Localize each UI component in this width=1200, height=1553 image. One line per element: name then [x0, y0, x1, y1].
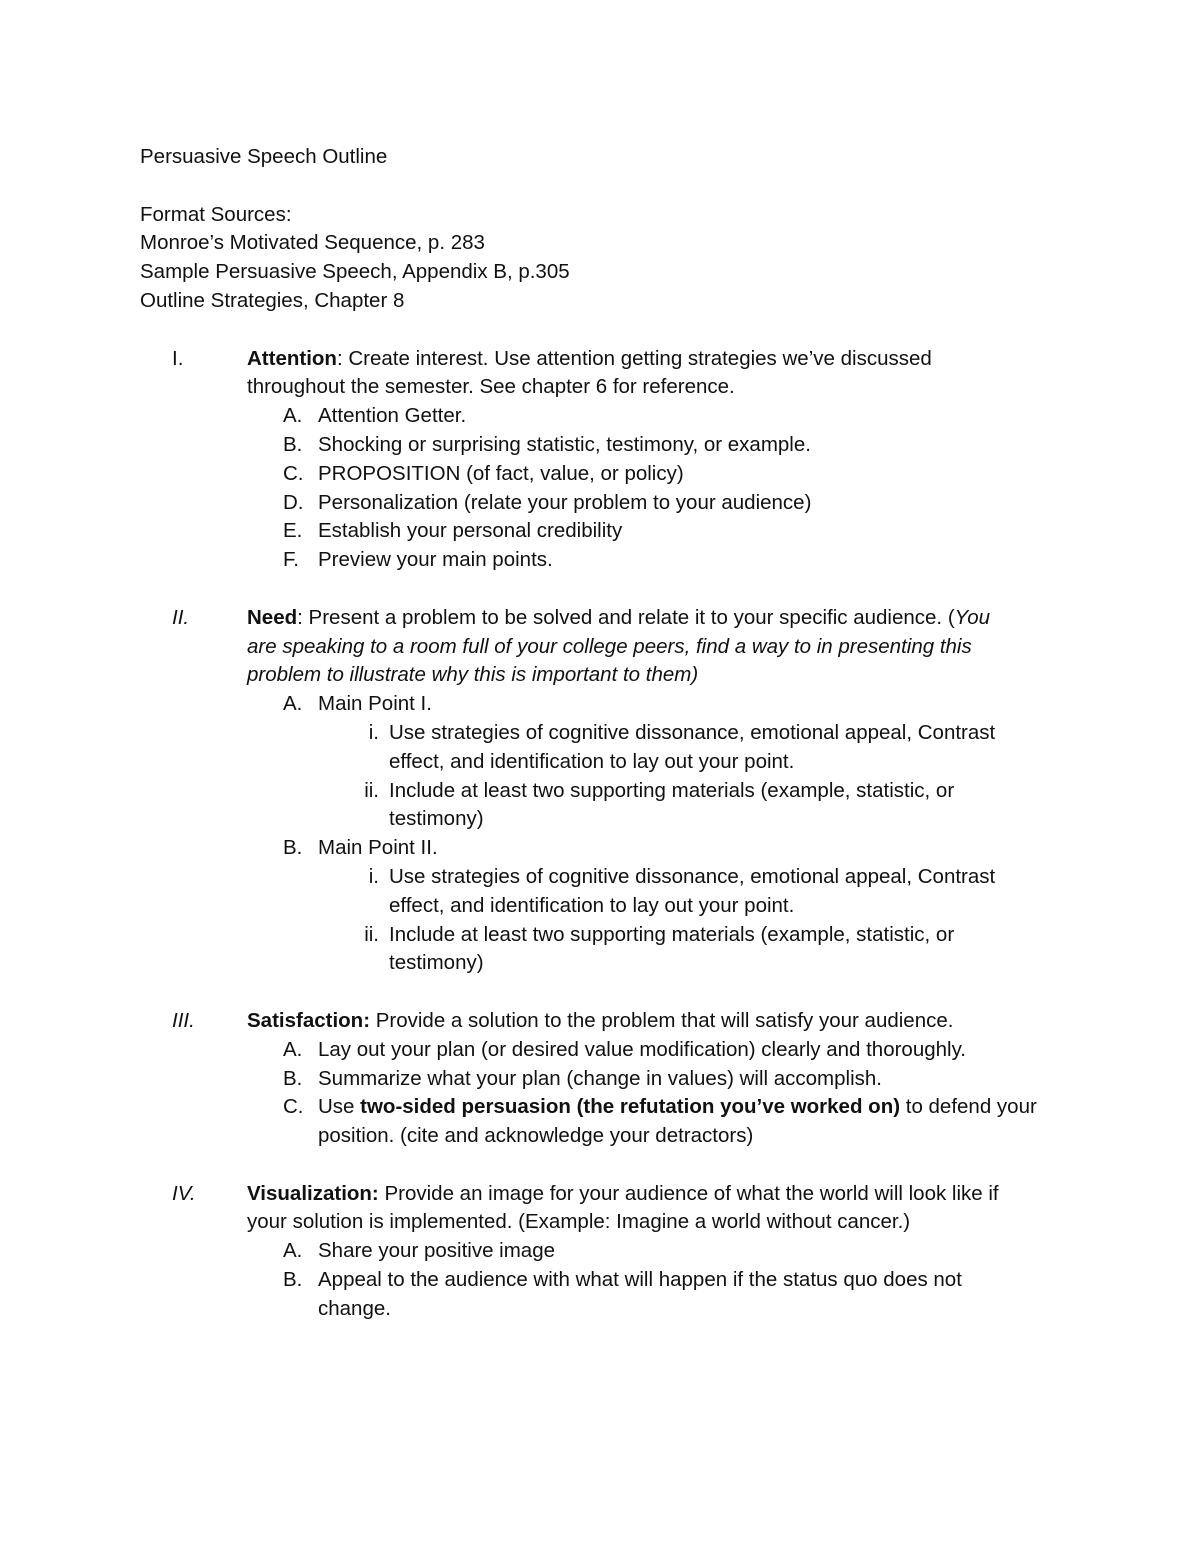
- list-item: C. Use two-sided persuasion (the refutation you’ve worked on) to defend your position. (cite and acknowledge your detractors): [283, 1095, 1037, 1148]
- list-item: F. Preview your main points.: [283, 548, 553, 572]
- section-heading: Need: Present a problem to be solved and relate it to your specific audience. (You: [247, 605, 991, 629]
- section-satisfaction: [140, 1007, 1070, 1151]
- section-visualization: [140, 1180, 1070, 1324]
- section-label: Attention: [247, 346, 337, 370]
- list-item: B. Shocking or surprising statistic, testimony, or example.: [283, 432, 811, 456]
- section-heading: Attention: Create interest. Use attention getting strategies we’ve discussed: [247, 346, 932, 370]
- section-heading-cont: your solution is implemented. (Example: Imagine a world without cancer.): [247, 1210, 911, 1234]
- section-need: [140, 604, 1070, 978]
- list-item: B. Summarize what your plan (change in values) will accomplish.: [283, 1066, 882, 1090]
- sub-item: i. Use strategies of cognitive dissonance, emotional appeal, Contrast effect, and identification to lay out your point.: [368, 864, 996, 917]
- document-title: Persuasive Speech Outline: [140, 145, 388, 168]
- section-heading-cont: are speaking to a room full of your college peers, find a way to in presenting this: [247, 634, 972, 658]
- section-numeral: III.: [172, 1008, 195, 1032]
- list-item: A. Share your positive image: [283, 1239, 556, 1263]
- section-numeral: I.: [172, 346, 184, 370]
- section-label: Visualization:: [247, 1181, 379, 1205]
- section-heading-cont: problem to illustrate why this is important to them): [247, 663, 699, 687]
- section-attention: [140, 345, 1070, 575]
- list-item: C. PROPOSITION (of fact, value, or policy): [283, 461, 684, 485]
- source-item: Sample Persuasive Speech, Appendix B, p.305: [140, 260, 570, 284]
- list-item: A. Main Point I.: [283, 692, 432, 716]
- sources-heading: Format Sources:: [140, 202, 292, 226]
- outline-document: [140, 143, 1070, 1324]
- section-label: Need: [247, 605, 298, 629]
- section-numeral: II.: [172, 605, 190, 629]
- source-item: Outline Strategies, Chapter 8: [140, 288, 405, 312]
- list-item: A. Lay out your plan (or desired value modification) clearly and thoroughly.: [283, 1037, 967, 1061]
- section-label: Satisfaction:: [247, 1008, 371, 1032]
- list-item: B. Main Point II.: [283, 836, 438, 860]
- source-item: Monroe’s Motivated Sequence, p. 283: [140, 231, 485, 255]
- list-item: E. Establish your personal credibility: [283, 519, 623, 543]
- section-heading: Satisfaction: Provide a solution to the problem that will satisfy your audience.: [247, 1008, 954, 1032]
- list-item: D. Personalization (relate your problem to your audience): [283, 490, 812, 514]
- section-heading-cont: throughout the semester. See chapter 6 for reference.: [247, 375, 735, 399]
- sub-item: ii. Include at least two supporting materials (example, statistic, or testimony): [364, 778, 955, 831]
- list-item: A. Attention Getter.: [283, 404, 467, 428]
- section-heading: Visualization: Provide an image for your audience of what the world will look like if: [247, 1181, 999, 1205]
- sub-item: i. Use strategies of cognitive dissonance, emotional appeal, Contrast effect, and identification to lay out your point.: [368, 720, 996, 773]
- section-numeral: IV.: [172, 1181, 196, 1205]
- sub-item: ii. Include at least two supporting materials (example, statistic, or testimony): [364, 922, 955, 975]
- list-item: B. Appeal to the audience with what will happen if the status quo does not change.: [283, 1268, 962, 1320]
